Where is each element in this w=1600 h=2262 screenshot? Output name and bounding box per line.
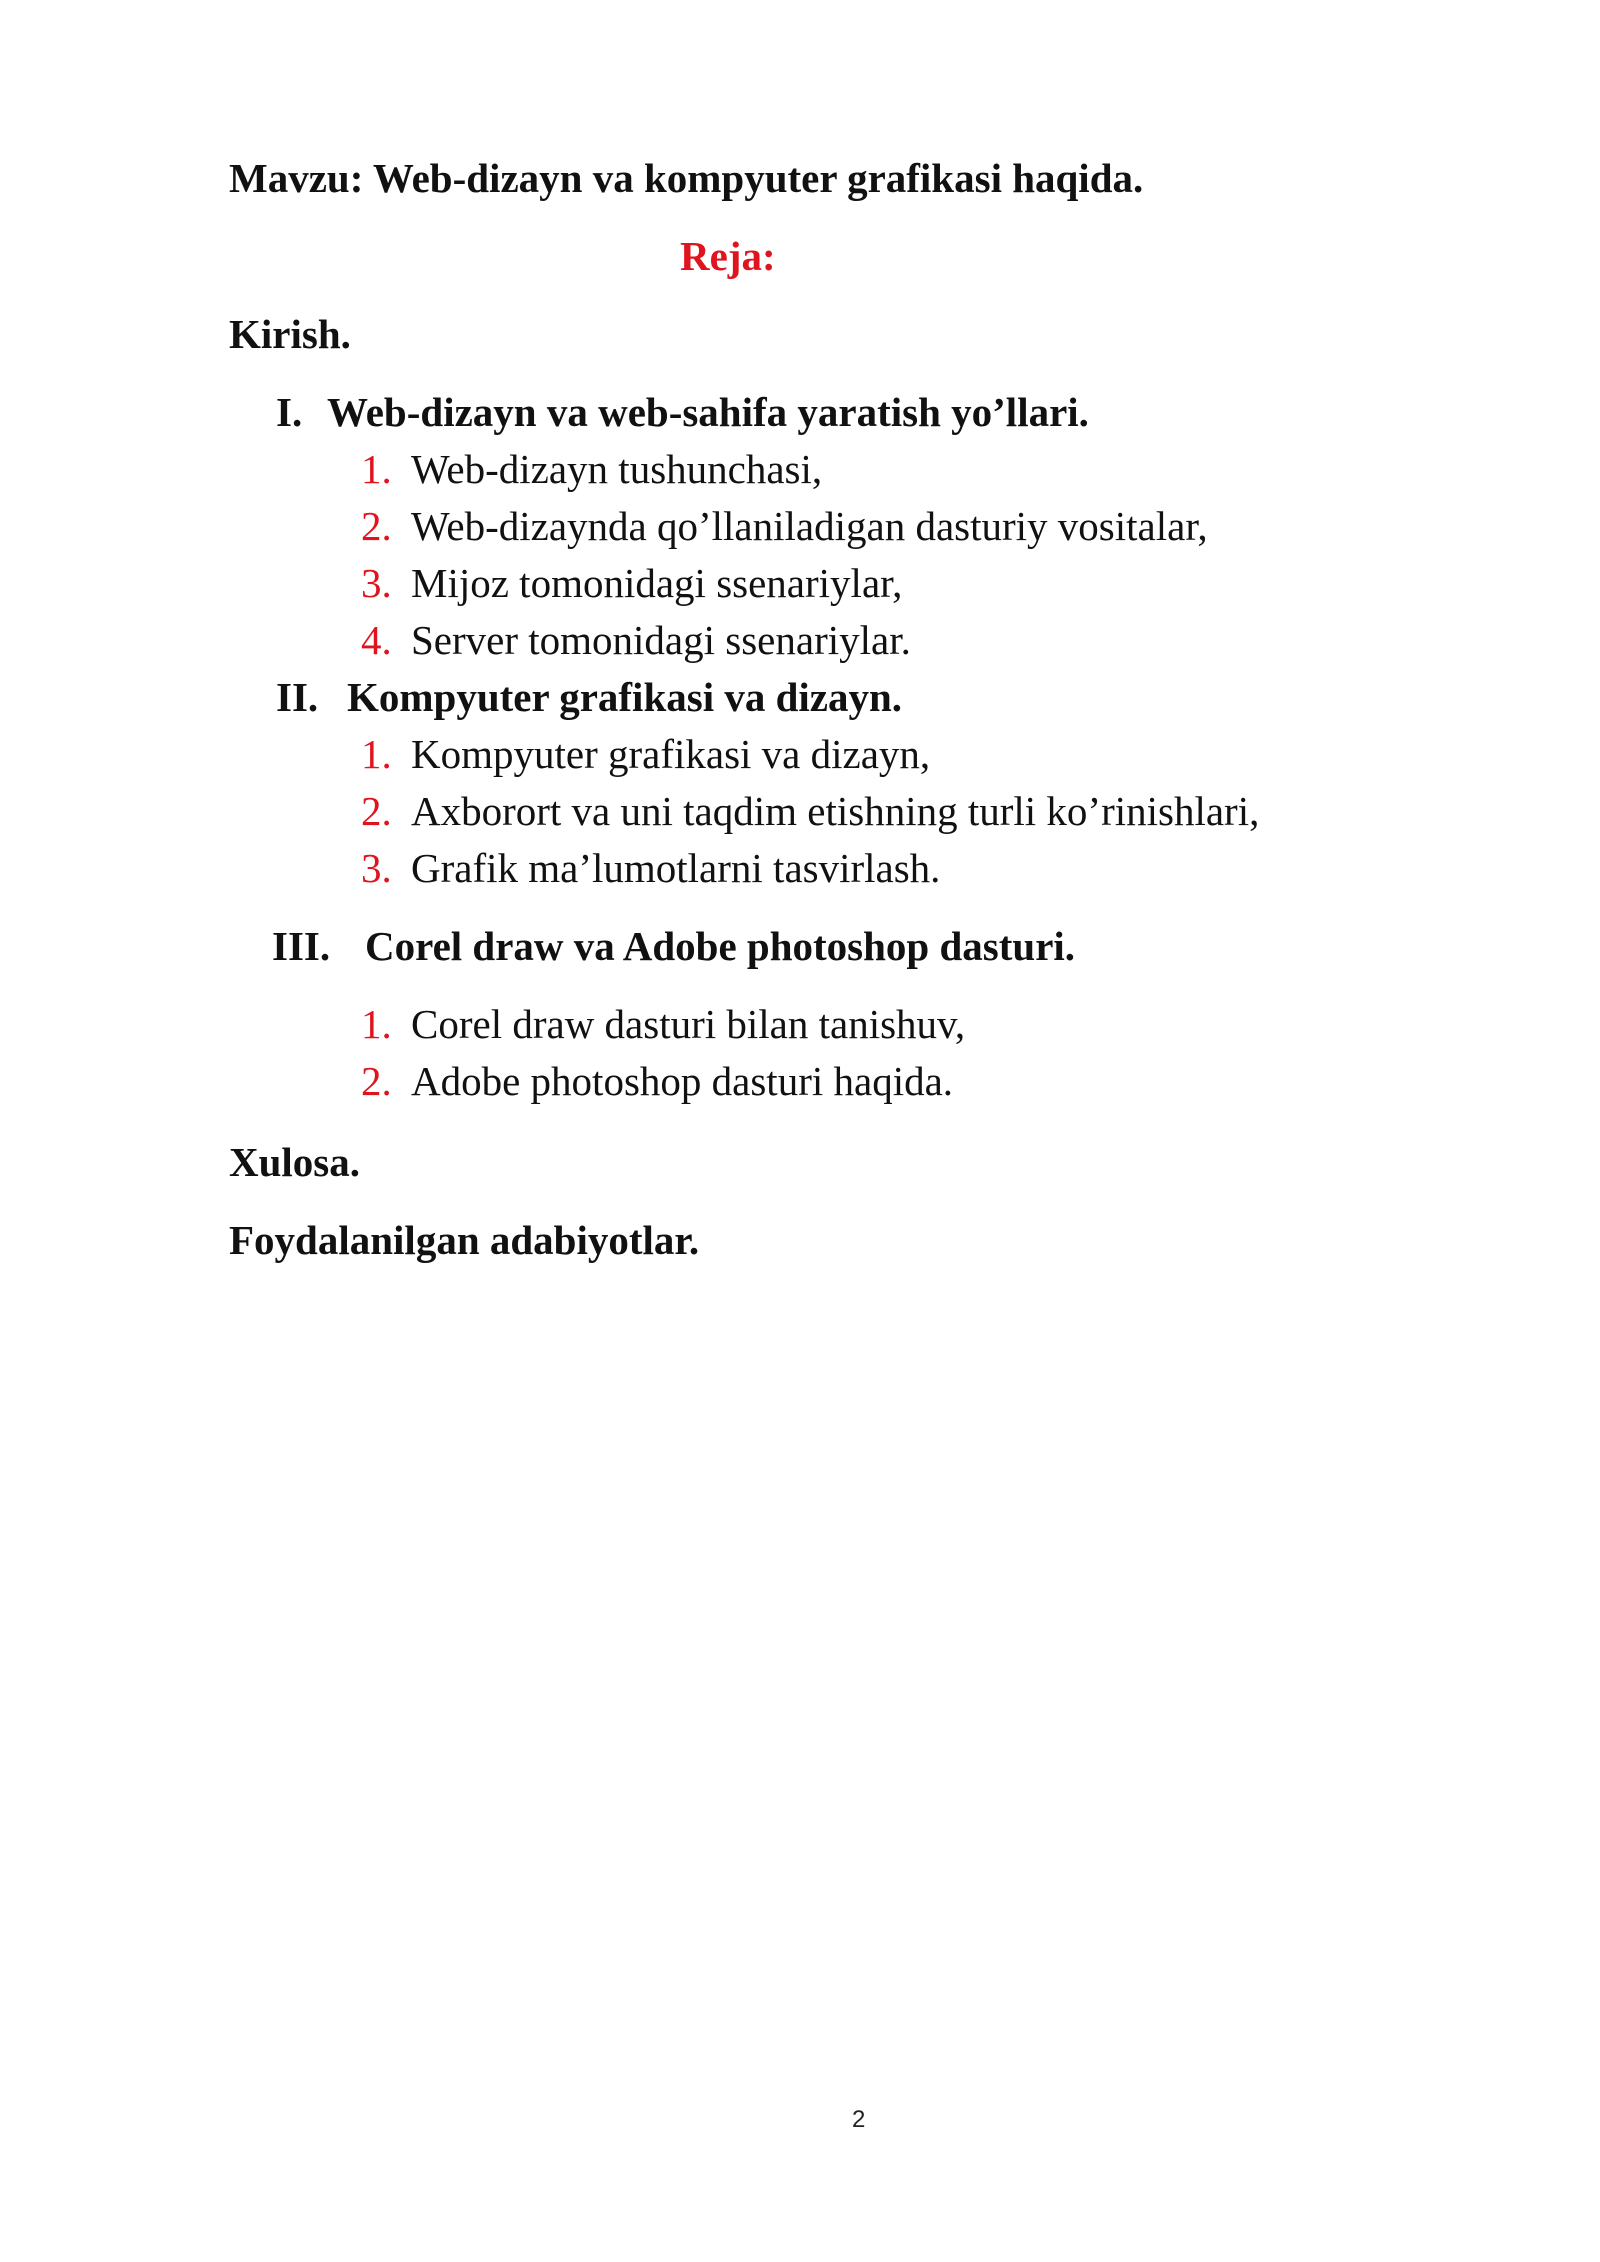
section-number: II. — [276, 674, 319, 720]
list-item-number: 1. — [361, 446, 392, 492]
list-item — [361, 1001, 966, 1047]
section-title: Corel draw va Adobe photoshop dasturi. — [365, 923, 1076, 969]
list-item — [361, 845, 941, 891]
list-item-number: 1. — [361, 1001, 392, 1047]
list-item-number: 3. — [361, 845, 392, 891]
list-item — [361, 560, 903, 606]
list-item-text: Server tomonidagi ssenariylar. — [411, 617, 911, 663]
section-number: III. — [272, 923, 331, 969]
list-item-text: Web-dizaynda qo’llaniladigan dasturiy vositalar, — [411, 503, 1208, 549]
list-item-text: Axborort va uni taqdim etishning turli ko’rinishlari, — [411, 788, 1260, 834]
conclusion-heading: Xulosa. — [229, 1139, 361, 1185]
plan-heading: Reja: — [680, 233, 776, 279]
intro-heading: Kirish. — [229, 311, 351, 357]
list-item-number: 2. — [361, 788, 392, 834]
section-title: Web-dizayn va web-sahifa yaratish yo’llari. — [327, 389, 1089, 435]
list-item-number: 3. — [361, 560, 392, 606]
list-item — [361, 617, 911, 663]
section-title: Kompyuter grafikasi va dizayn. — [347, 674, 903, 720]
list-item-number: 2. — [361, 1058, 392, 1104]
list-item — [361, 503, 1208, 549]
list-item — [361, 446, 823, 492]
list-item — [361, 788, 1260, 834]
list-item — [361, 731, 931, 777]
list-item-text: Mijoz tomonidagi ssenariylar, — [411, 560, 903, 606]
references-heading: Foydalanilgan adabiyotlar. — [229, 1217, 700, 1263]
list-item-number: 1. — [361, 731, 392, 777]
list-item-number: 2. — [361, 503, 392, 549]
list-item-text: Kompyuter grafikasi va dizayn, — [411, 731, 931, 777]
list-item-text: Grafik ma’lumotlarni tasvirlash. — [411, 845, 941, 891]
section-number: I. — [276, 389, 303, 435]
list-item-text: Adobe photoshop dasturi haqida. — [411, 1058, 954, 1104]
document-title: Mavzu: Web-dizayn va kompyuter grafikasi haqida. — [229, 155, 1144, 201]
list-item — [361, 1058, 954, 1104]
list-item-number: 4. — [361, 617, 392, 663]
page-number: 2 — [852, 2106, 866, 2133]
list-item-text: Web-dizayn tushunchasi, — [411, 446, 823, 492]
list-item-text: Corel draw dasturi bilan tanishuv, — [411, 1001, 966, 1047]
